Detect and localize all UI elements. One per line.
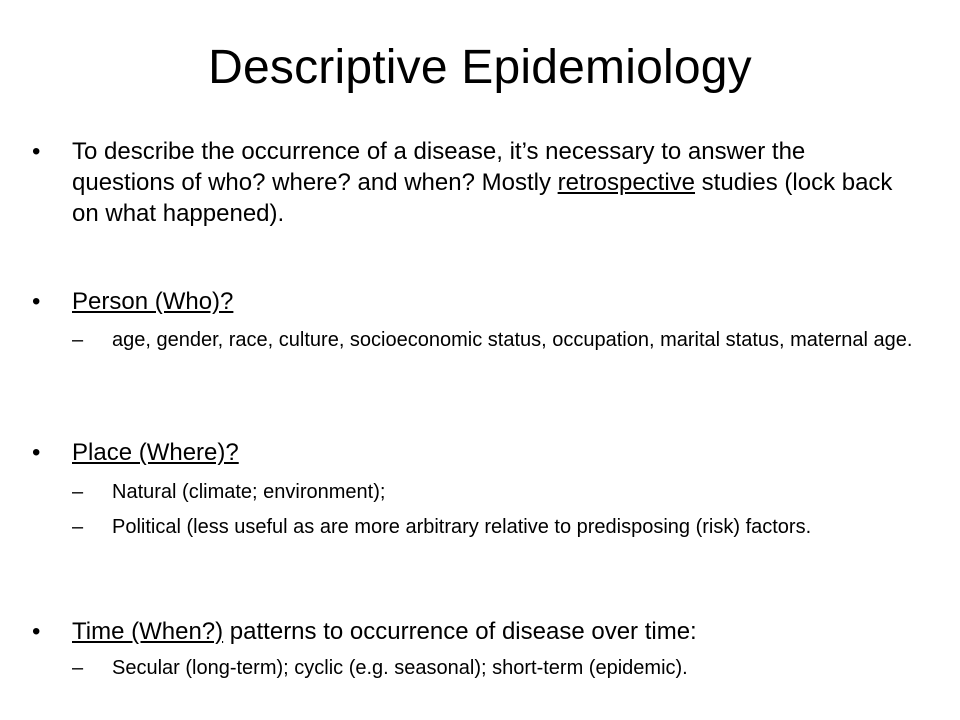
bullet-marker: • (32, 618, 41, 645)
bullet-marker: • (32, 439, 41, 466)
time-bullet (32, 616, 912, 647)
slide-title: Descriptive Epidemiology (208, 41, 752, 94)
time-sub-item (72, 656, 932, 681)
intro-text-part2: studies (lock back on what happened). (72, 169, 893, 227)
place-bullet (32, 437, 912, 468)
intro-underlined-term: retrospective (557, 169, 696, 196)
place-sub-item (72, 515, 932, 540)
dash-marker: – (72, 481, 84, 503)
intro-text-part1: To describe the occurrence of a disease, it’s necessary to answer the questions of who? where? and when? Mostly (72, 138, 806, 196)
dash-marker: – (72, 329, 84, 351)
dash-marker: – (72, 657, 84, 679)
time-heading: Time (When?) (72, 618, 224, 645)
place-heading: Place (Where)? (72, 439, 239, 466)
intro-bullet (32, 136, 912, 229)
intro-text (72, 136, 912, 229)
person-bullet (32, 286, 912, 317)
dash-marker: – (72, 516, 84, 538)
person-sub-item (72, 328, 932, 353)
time-sub-item-text: Secular (long-term); cyclic (e.g. seasonal); short-term (epidemic). (112, 657, 688, 679)
place-sub-item-text: Natural (climate; environment); (112, 481, 386, 503)
person-sub-item-text: age, gender, race, culture, socioeconomic status, occupation, marital status, maternal age. (112, 329, 913, 351)
bullet-marker: • (32, 288, 41, 315)
time-text (72, 616, 912, 647)
person-heading: Person (Who)? (72, 288, 234, 315)
place-sub-item-text: Political (less useful as are more arbitrary relative to predisposing (risk) factors. (112, 516, 812, 538)
bullet-marker: • (32, 138, 41, 165)
time-rest: patterns to occurrence of disease over time: (223, 618, 697, 645)
place-sub-item (72, 480, 932, 505)
